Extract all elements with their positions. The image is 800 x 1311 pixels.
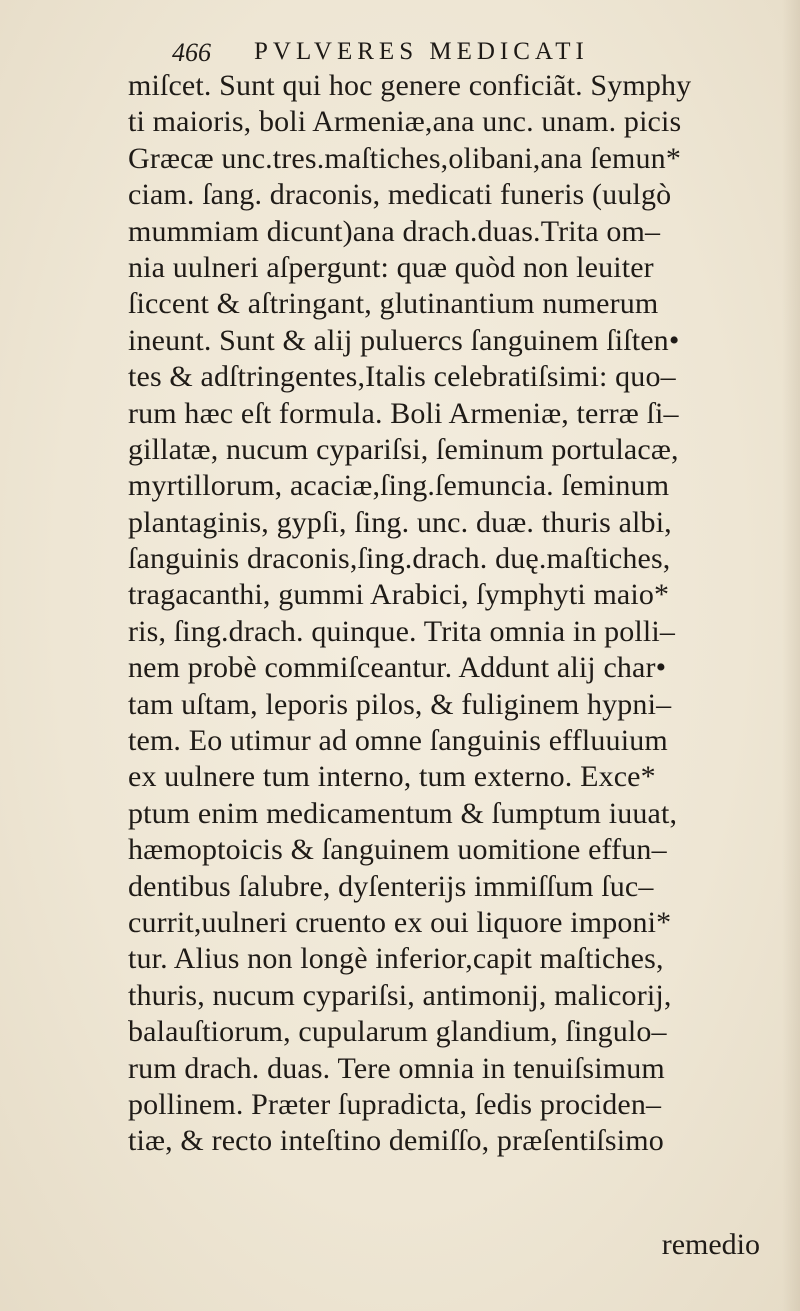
text-line: myrtillorum, acaciæ,ſing.ſemuncia. ſeminum [128, 469, 670, 503]
text-line: tam uſtam, leporis pilos, & fuliginem hypni– [128, 687, 672, 721]
page-edge-shadow [782, 0, 800, 1311]
catchword: remedio [661, 1228, 760, 1261]
body-text [128, 68, 780, 1160]
text-line: pollinem. Præter ſupradicta, ſedis prociden– [128, 1087, 662, 1121]
text-line: tes & adſtringentes,Italis celebratiſsimi: quo– [128, 360, 676, 394]
text-line: ſanguinis draconis,ſing.drach. duę.maſtiches, [128, 542, 671, 576]
text-line: tiæ, & recto inteſtino demiſſo, præſentiſsimo [128, 1124, 664, 1158]
text-line: miſcet. Sunt qui hoc genere conficiãt. Symphy [128, 69, 692, 102]
text-line: ineunt. Sunt & alij puluercs ſanguinem ſiſten• [128, 323, 680, 357]
text-line: hæmoptoicis & ſanguinem uomitione effun– [128, 833, 667, 867]
text-line: tur. Alius non longè inferior,capit maſtiches, [128, 942, 664, 976]
text-line: tragacanthi, gummi Arabici, ſymphyti maio* [128, 578, 670, 612]
text-line: mummiam dicunt)ana drach.duas.Trita om– [128, 214, 661, 248]
text-line: thuris, nucum cypariſsi, antimonij, malicorij, [128, 978, 672, 1012]
text-line: ptum enim medicamentum & ſumptum iuuat, [128, 796, 678, 830]
text-line: Græcæ unc.tres.maſtiches,olibani,ana ſemun* [128, 141, 681, 175]
text-line: dentibus ſalubre, dyſenterijs immiſſum ſuc– [128, 869, 654, 903]
text-line: plantaginis, gypſi, ſing. unc. duæ. thuris albi, [128, 505, 672, 539]
text-line: ris, ſing.drach. quinque. Trita omnia in polli– [128, 614, 676, 648]
text-line: ti maioris, boli Armeniæ,ana unc. unam. picis [128, 105, 682, 139]
text-line: ciam. ſang. draconis, medicati funeris (uulgò [128, 178, 672, 212]
text-line: nem probè commiſceantur. Addunt alij char• [128, 651, 667, 685]
text-line: ex uulnere tum interno, tum externo. Exce* [128, 760, 656, 794]
text-line: balauſtiorum, cupularum glandium, ſingulo– [128, 1015, 667, 1049]
text-line: rum hæc eſt formula. Boli Armeniæ, terræ ſi– [128, 396, 679, 430]
running-title: PVLVERES MEDICATI [254, 38, 589, 65]
text-line: gillatæ, nucum cypariſsi, ſeminum portulacæ, [128, 432, 679, 466]
text-line: currit,uulneri cruento ex oui liquore imponi* [128, 905, 672, 939]
text-line: rum drach. duas. Tere omnia in tenuiſsimum [128, 1051, 665, 1085]
text-line: ſiccent & aſtringant, glutinantium numerum [128, 287, 659, 321]
page-number: 466 [172, 38, 211, 67]
text-line: tem. Eo utimur ad omne ſanguinis effluuium [128, 724, 668, 758]
text-line: nia uulneri aſpergunt: quæ quòd non leuiter [128, 250, 654, 284]
